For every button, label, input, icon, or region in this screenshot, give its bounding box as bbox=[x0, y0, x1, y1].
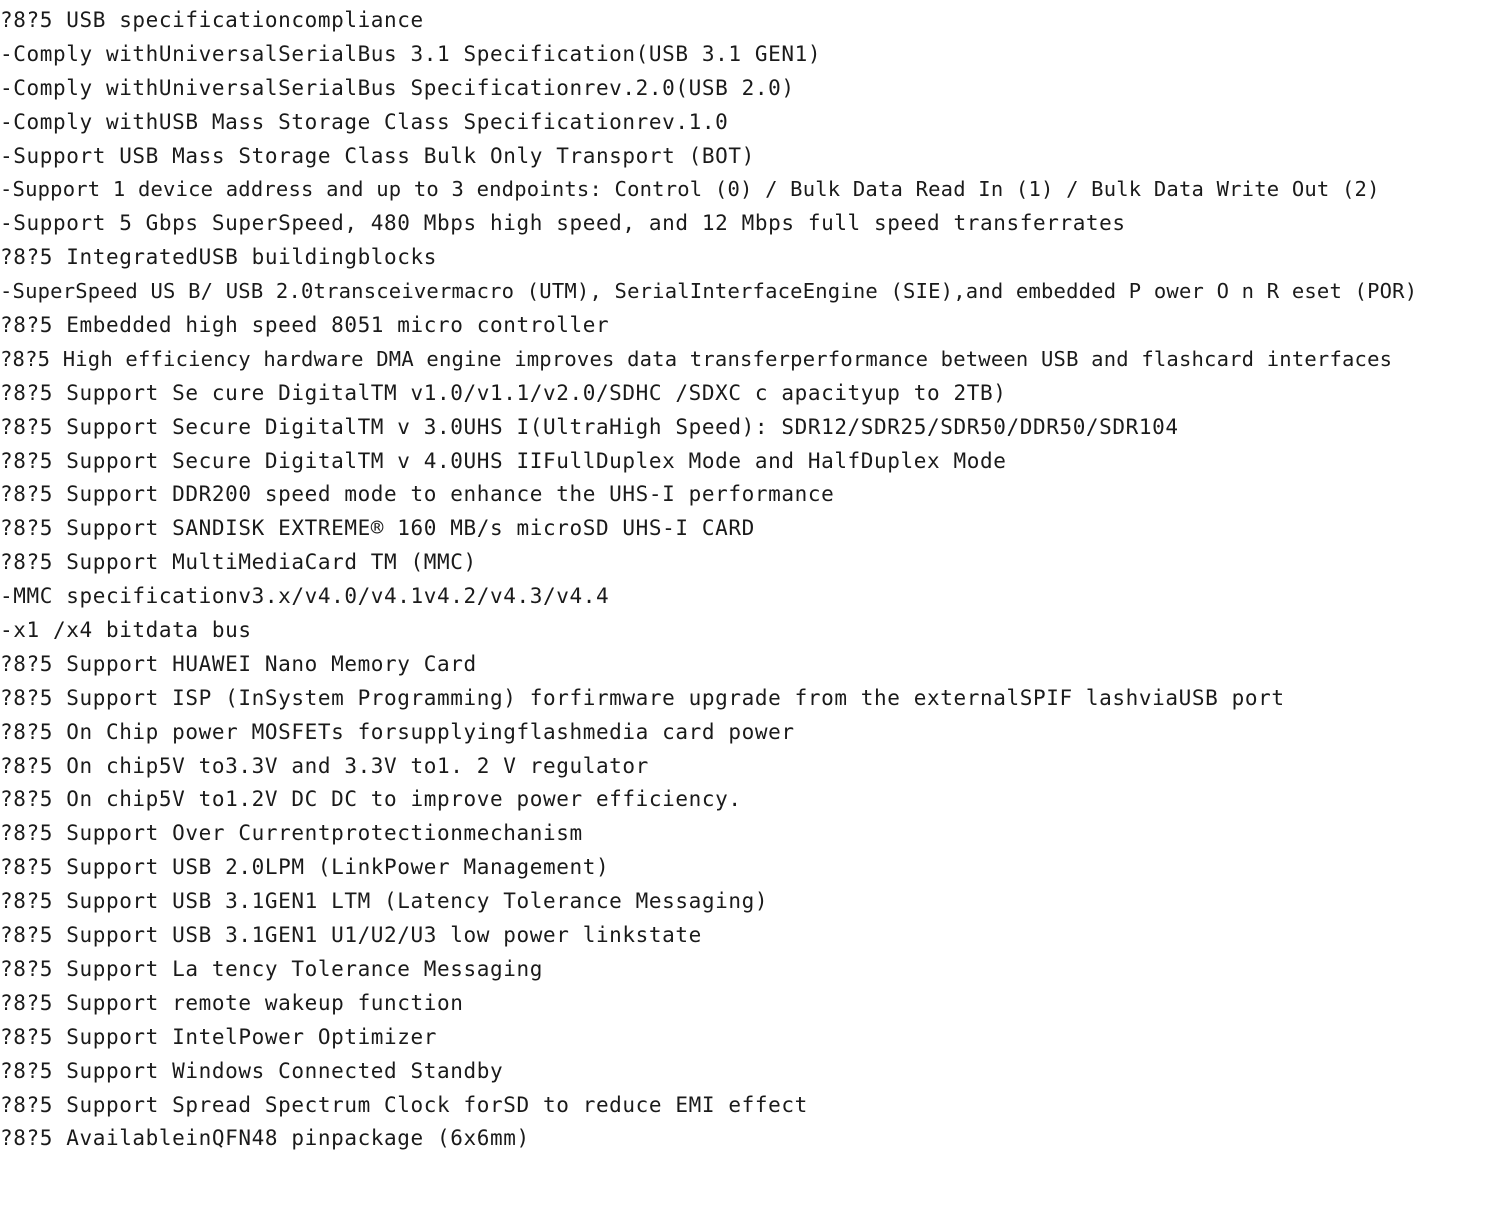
spec-line: ?8?5 Support ISP (InSystem Programming) forfirmware upgrade from the externalSPIF lashviaUSB port bbox=[0, 685, 1285, 710]
spec-line: ?8?5 Support HUAWEI Nano Memory Card bbox=[0, 651, 477, 676]
spec-line: ?8?5 Support Spread Spectrum Clock forSD to reduce EMI effect bbox=[0, 1092, 808, 1117]
spec-list bbox=[0, 4, 1417, 1156]
spec-line: ?8?5 AvailableinQFN48 pinpackage (6x6mm) bbox=[0, 1126, 530, 1151]
spec-line: -Support 5 Gbps SuperSpeed, 480 Mbps high speed, and 12 Mbps full speed transferrates bbox=[0, 211, 1126, 236]
spec-line: ?8?5 On chip5V to1.2V DC DC to improve power efficiency. bbox=[0, 787, 742, 812]
spec-line: ?8?5 On Chip power MOSFETs forsupplyingflashmedia card power bbox=[0, 719, 795, 744]
spec-line: ?8?5 Support Windows Connected Standby bbox=[0, 1058, 504, 1083]
spec-line: ?8?5 Support Secure DigitalTM v 3.0UHS I(UltraHigh Speed): SDR12/SDR25/SDR50/DDR50/SDR104 bbox=[0, 414, 1179, 439]
spec-line: -MMC specificationv3.x/v4.0/v4.1v4.2/v4.3/v4.4 bbox=[0, 584, 610, 609]
spec-line: ?8?5 High efficiency hardware DMA engine improves data transferperformance between USB and flashcard interfaces bbox=[0, 346, 1393, 371]
spec-line: ?8?5 Support Over Currentprotectionmechanism bbox=[0, 821, 583, 846]
spec-line: ?8?5 Embedded high speed 8051 micro controller bbox=[0, 313, 610, 338]
spec-line: ?8?5 Support USB 3.1GEN1 U1/U2/U3 low power linkstate bbox=[0, 923, 702, 948]
spec-line: ?8?5 Support Se cure DigitalTM v1.0/v1.1/v2.0/SDHC /SDXC c apacityup to 2TB) bbox=[0, 380, 1007, 405]
spec-line: -Comply withUniversalSerialBus 3.1 Specification(USB 3.1 GEN1) bbox=[0, 41, 822, 66]
spec-line: ?8?5 Support La tency Tolerance Messaging bbox=[0, 956, 543, 981]
spec-line: ?8?5 IntegratedUSB buildingblocks bbox=[0, 245, 438, 270]
spec-line: ?8?5 Support USB 3.1GEN1 LTM (Latency Tolerance Messaging) bbox=[0, 889, 769, 914]
spec-line: -Support USB Mass Storage Class Bulk Only Transport (BOT) bbox=[0, 143, 755, 168]
spec-line: ?8?5 Support IntelPower Optimizer bbox=[0, 1024, 438, 1049]
spec-line: ?8?5 On chip5V to3.3V and 3.3V to1. 2 V regulator bbox=[0, 753, 649, 778]
spec-line: ?8?5 Support SANDISK EXTREME® 160 MB/s microSD UHS-I CARD bbox=[0, 516, 755, 541]
spec-line: -Comply withUSB Mass Storage Class Specificationrev.1.0 bbox=[0, 109, 729, 134]
spec-line: ?8?5 Support DDR200 speed mode to enhance the UHS-I performance bbox=[0, 482, 835, 507]
spec-line: -SuperSpeed US B/ USB 2.0transceivermacro (UTM), SerialInterfaceEngine (SIE),and embedded P ower O n R eset (POR) bbox=[0, 279, 1418, 304]
spec-line: -x1 /x4 bitdata bus bbox=[0, 618, 252, 643]
spec-line: -Support 1 device address and up to 3 endpoints: Control (0) / Bulk Data Read In (1) / Bulk Data Write Out (2) bbox=[0, 177, 1380, 202]
spec-line: ?8?5 Support Secure DigitalTM v 4.0UHS IIFullDuplex Mode and HalfDuplex Mode bbox=[0, 448, 1007, 473]
spec-line: ?8?5 Support remote wakeup function bbox=[0, 990, 464, 1015]
spec-line: -Comply withUniversalSerialBus Specificationrev.2.0(USB 2.0) bbox=[0, 75, 795, 100]
spec-line: ?8?5 USB specificationcompliance bbox=[0, 8, 424, 32]
spec-line: ?8?5 Support MultiMediaCard TM (MMC) bbox=[0, 550, 477, 575]
spec-line: ?8?5 Support USB 2.0LPM (LinkPower Management) bbox=[0, 855, 610, 880]
